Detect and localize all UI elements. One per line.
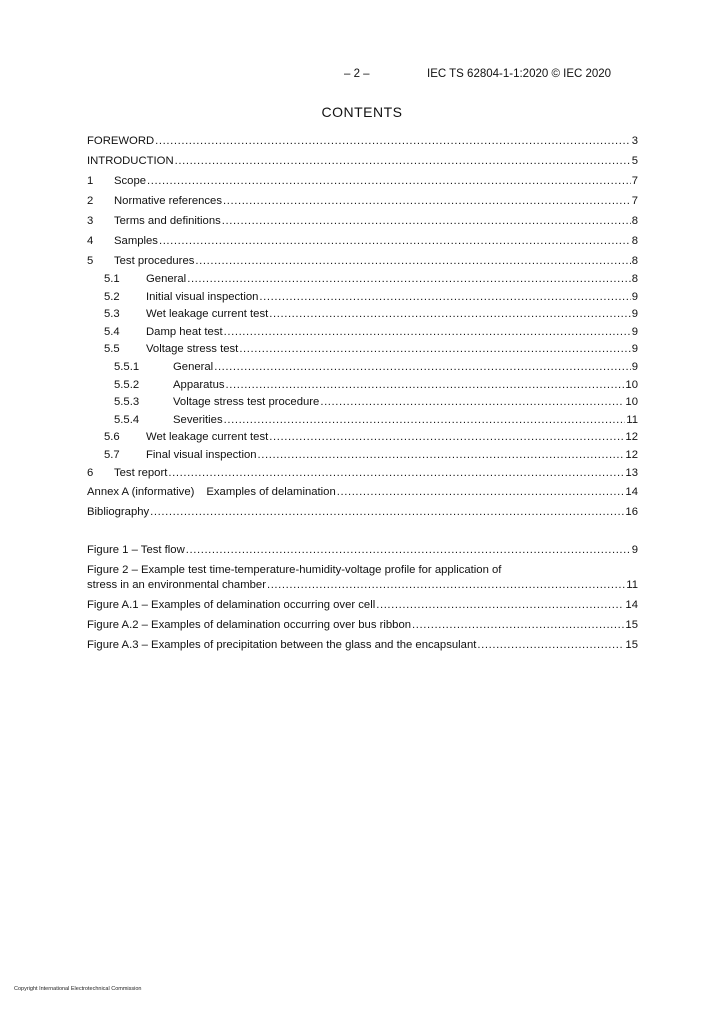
- toc-entry-page: 9: [631, 290, 638, 303]
- toc-entry-page: 10: [625, 396, 638, 409]
- toc-entry-bibliography[interactable]: [87, 502, 638, 522]
- toc-entry-number: 5.4: [104, 325, 120, 338]
- toc-entry-number: 5.5: [104, 343, 120, 356]
- toc-entry-section[interactable]: [87, 171, 638, 191]
- toc-entry-title: Severities: [173, 413, 223, 426]
- toc-entry-number: 5.6: [104, 431, 120, 444]
- toc-entry-title: FOREWORD: [87, 135, 155, 147]
- toc-entry-page: 14: [625, 486, 638, 499]
- toc-entry-page: 12: [625, 431, 638, 444]
- toc-entry-page: 11: [626, 413, 638, 426]
- toc-entry-subsubsection[interactable]: [87, 394, 638, 412]
- toc-entry-page: 14: [625, 599, 638, 612]
- toc-entry-title: General: [173, 360, 214, 373]
- toc-entry-subsection[interactable]: [87, 306, 638, 324]
- toc-entry-subsection[interactable]: [87, 447, 638, 465]
- toc-entry-title: Wet leakage current test: [146, 308, 269, 321]
- toc-entry-subsection[interactable]: [87, 324, 638, 342]
- toc-entry-title: Wet leakage current test: [146, 431, 269, 444]
- toc-entry-number: 5.5.2: [114, 378, 140, 391]
- toc-entry-title: Figure A.1 – Examples of delamination occurring over cell: [87, 599, 376, 612]
- toc-entry-figure[interactable]: [87, 540, 638, 560]
- page-header: [0, 68, 724, 84]
- toc-entry-subsection[interactable]: [87, 289, 638, 307]
- toc-entry-foreword[interactable]: [87, 131, 638, 151]
- toc-entry-page: 9: [631, 343, 638, 356]
- toc-entry-title: Voltage stress test: [146, 343, 239, 356]
- toc-entry-number: 5.7: [104, 448, 120, 461]
- toc-entry-title: Terms and definitions: [114, 215, 221, 227]
- toc-entry-title: Bibliography: [87, 506, 150, 519]
- toc-entry-page: 16: [625, 506, 638, 519]
- page-number: – 2 –: [344, 68, 370, 80]
- toc-entry-subsubsection[interactable]: [87, 412, 638, 430]
- toc-entry-title: Figure A.3 – Examples of precipitation between the glass and the encapsulant: [87, 639, 477, 652]
- toc-entry-number: 5.5.4: [114, 413, 140, 426]
- table-of-contents: [87, 131, 638, 655]
- toc-entry-title: Final visual inspection: [146, 448, 257, 461]
- toc-entry-page: 10: [625, 378, 638, 391]
- toc-entry-subsubsection[interactable]: [87, 377, 638, 395]
- toc-entry-page: 13: [625, 466, 638, 479]
- toc-entry-number: 5.5.1: [114, 360, 140, 373]
- toc-entry-number: 3: [87, 215, 94, 227]
- toc-entry-title: Voltage stress test procedure: [173, 396, 320, 409]
- toc-entry-figure-multiline[interactable]: [87, 563, 638, 593]
- toc-entry-number: 6: [87, 466, 94, 479]
- toc-entry-annex[interactable]: [87, 482, 638, 502]
- toc-entry-title: Figure A.2 – Examples of delamination occurring over bus ribbon: [87, 619, 412, 632]
- toc-entry-title: General: [146, 273, 187, 285]
- toc-entry-page: 9: [631, 544, 638, 557]
- toc-entry-title: Normative references: [114, 195, 222, 207]
- toc-entry-title: Apparatus: [173, 378, 225, 391]
- toc-entry-figure[interactable]: [87, 635, 638, 655]
- toc-entry-page: 3: [631, 135, 638, 147]
- toc-entry-section[interactable]: [87, 211, 638, 231]
- toc-entry-title: Initial visual inspection: [146, 290, 259, 303]
- toc-entry-number: 2: [87, 195, 94, 207]
- toc-entry-number: 4: [87, 235, 94, 247]
- copyright-footer: Copyright International Electrotechnical Commission: [14, 986, 142, 992]
- toc-entry-title: Test procedures: [114, 255, 195, 267]
- toc-entry-figure[interactable]: [87, 595, 638, 615]
- toc-entry-page: 11: [626, 579, 638, 592]
- toc-entry-number: 5.5.3: [114, 396, 140, 409]
- toc-entry-title: Figure 2 – Example test time-temperature-humidity-voltage profile for application of: [87, 564, 502, 577]
- toc-entry-title: Figure 1 – Test flow: [87, 544, 185, 557]
- toc-entry-subsection[interactable]: [87, 341, 638, 359]
- toc-entry-page: 8: [631, 215, 638, 227]
- toc-entry-title: Damp heat test: [146, 325, 223, 338]
- toc-entry-page: 5: [631, 155, 638, 167]
- toc-entry-title: Samples: [114, 235, 158, 247]
- toc-entry-page: 7: [631, 195, 638, 207]
- annex-label: Annex A (informative): [87, 486, 195, 499]
- toc-entry-number: 5: [87, 255, 94, 267]
- toc-entry-number: 5.1: [104, 273, 120, 285]
- toc-entry-number: 5.2: [104, 290, 120, 303]
- toc-entry-number: 5.3: [104, 308, 120, 321]
- toc-entry-page: 7: [631, 175, 638, 187]
- toc-entry-section[interactable]: [87, 191, 638, 211]
- spacer: [87, 522, 638, 540]
- document-reference: IEC TS 62804-1-1:2020 © IEC 2020: [427, 68, 612, 80]
- toc-entry-page: 9: [631, 308, 638, 321]
- toc-entry-figure[interactable]: [87, 615, 638, 635]
- toc-entry-subsection[interactable]: [87, 271, 638, 289]
- toc-entry-title: Scope: [114, 175, 147, 187]
- toc-entry-subsubsection[interactable]: [87, 359, 638, 377]
- page-title: CONTENTS: [321, 104, 403, 120]
- toc-entry-section[interactable]: [87, 251, 638, 271]
- toc-entry-title: Examples of delamination: [206, 486, 336, 499]
- toc-entry-page: 15: [625, 639, 638, 652]
- toc-entry-number: 1: [87, 175, 94, 187]
- toc-entry-page: 8: [631, 273, 638, 285]
- toc-entry-page: 9: [631, 325, 638, 338]
- toc-entry-page: 15: [625, 619, 638, 632]
- toc-entry-section[interactable]: [87, 465, 638, 483]
- toc-entry-title: Test report: [114, 466, 168, 479]
- toc-entry-title-continued: stress in an environmental chamber: [87, 579, 266, 592]
- toc-entry-page: 12: [625, 448, 638, 461]
- toc-entry-section[interactable]: [87, 231, 638, 251]
- toc-entry-title: INTRODUCTION: [87, 155, 174, 167]
- toc-entry-subsection[interactable]: [87, 429, 638, 447]
- toc-entry-page: 8: [631, 255, 638, 267]
- toc-entry-page: 8: [631, 235, 638, 247]
- toc-entry-page: 9: [631, 360, 638, 373]
- toc-entry-introduction[interactable]: [87, 151, 638, 171]
